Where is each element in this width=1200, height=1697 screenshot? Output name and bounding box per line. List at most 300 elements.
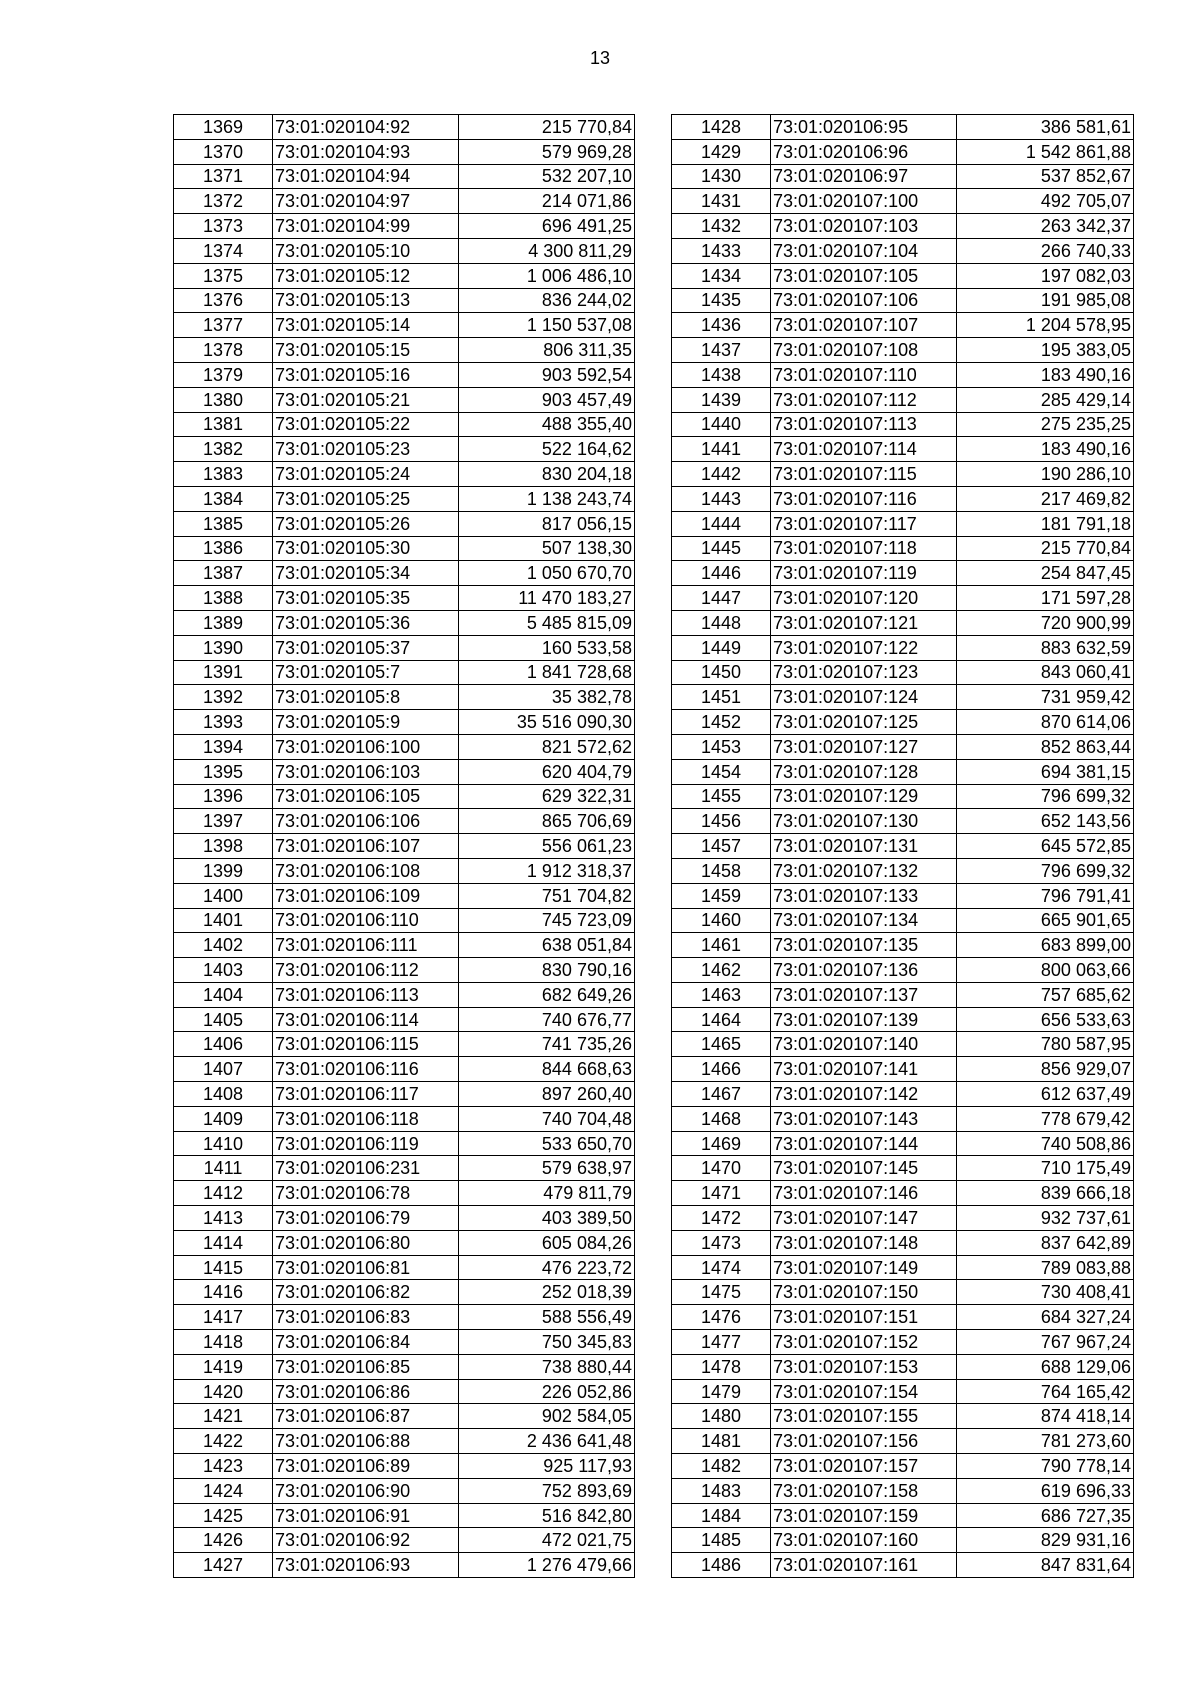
value-cell: 800 063,66 [957, 958, 1134, 983]
table-row [672, 1528, 1134, 1553]
row-number-cell: 1402 [174, 933, 273, 958]
value-cell: 645 572,85 [957, 834, 1134, 859]
table-row [672, 338, 1134, 363]
cadastral-number-cell: 73:01:020107:151 [771, 1305, 957, 1330]
cadastral-number-cell: 73:01:020104:97 [273, 189, 459, 214]
row-number-cell: 1369 [174, 115, 273, 140]
cadastral-number-cell: 73:01:020107:125 [771, 710, 957, 735]
cadastral-number-cell: 73:01:020105:7 [273, 660, 459, 685]
value-cell: 778 679,42 [957, 1106, 1134, 1131]
value-cell: 472 021,75 [459, 1528, 635, 1553]
table-row [672, 462, 1134, 487]
row-number-cell: 1430 [672, 164, 771, 189]
table-row [174, 139, 635, 164]
table-row [672, 982, 1134, 1007]
table-row [672, 1454, 1134, 1479]
cadastral-number-cell: 73:01:020107:149 [771, 1255, 957, 1280]
cadastral-number-cell: 73:01:020107:105 [771, 263, 957, 288]
row-number-cell: 1481 [672, 1429, 771, 1454]
row-number-cell: 1469 [672, 1131, 771, 1156]
row-number-cell: 1412 [174, 1181, 273, 1206]
table-row [672, 1106, 1134, 1131]
value-cell: 790 778,14 [957, 1454, 1134, 1479]
value-cell: 839 666,18 [957, 1181, 1134, 1206]
cadastral-number-cell: 73:01:020107:133 [771, 883, 957, 908]
cadastral-number-cell: 73:01:020107:147 [771, 1206, 957, 1231]
table-row [174, 164, 635, 189]
cadastral-number-cell: 73:01:020107:134 [771, 908, 957, 933]
row-number-cell: 1399 [174, 858, 273, 883]
cadastral-number-cell: 73:01:020106:116 [273, 1057, 459, 1082]
value-cell: 252 018,39 [459, 1280, 635, 1305]
cadastral-number-cell: 73:01:020105:26 [273, 511, 459, 536]
table-row [672, 1280, 1134, 1305]
value-cell: 1 006 486,10 [459, 263, 635, 288]
table-row [174, 1032, 635, 1057]
cadastral-number-cell: 73:01:020107:145 [771, 1156, 957, 1181]
row-number-cell: 1425 [174, 1503, 273, 1528]
cadastral-number-cell: 73:01:020106:109 [273, 883, 459, 908]
value-cell: 2 436 641,48 [459, 1429, 635, 1454]
table-row [174, 214, 635, 239]
value-cell: 556 061,23 [459, 834, 635, 859]
row-number-cell: 1473 [672, 1230, 771, 1255]
row-number-cell: 1376 [174, 288, 273, 313]
table-row [672, 1404, 1134, 1429]
cadastral-number-cell: 73:01:020106:92 [273, 1528, 459, 1553]
cadastral-number-cell: 73:01:020107:121 [771, 610, 957, 635]
table-row [174, 1404, 635, 1429]
table-row [672, 486, 1134, 511]
cadastral-number-cell: 73:01:020107:157 [771, 1454, 957, 1479]
row-number-cell: 1463 [672, 982, 771, 1007]
row-number-cell: 1450 [672, 660, 771, 685]
row-number-cell: 1377 [174, 313, 273, 338]
cadastral-number-cell: 73:01:020106:231 [273, 1156, 459, 1181]
cadastral-number-cell: 73:01:020106:81 [273, 1255, 459, 1280]
row-number-cell: 1458 [672, 858, 771, 883]
table-row [174, 338, 635, 363]
table-row [672, 511, 1134, 536]
table-row [672, 288, 1134, 313]
cadastral-number-cell: 73:01:020107:150 [771, 1280, 957, 1305]
cadastral-number-cell: 73:01:020105:36 [273, 610, 459, 635]
cadastral-number-cell: 73:01:020105:22 [273, 412, 459, 437]
table-row [174, 115, 635, 140]
table-row [174, 1330, 635, 1355]
table-row [672, 635, 1134, 660]
value-cell: 522 164,62 [459, 437, 635, 462]
cadastral-number-cell: 73:01:020107:114 [771, 437, 957, 462]
table-row [174, 734, 635, 759]
table-row [672, 883, 1134, 908]
value-cell: 285 429,14 [957, 387, 1134, 412]
row-number-cell: 1479 [672, 1379, 771, 1404]
value-cell: 757 685,62 [957, 982, 1134, 1007]
cadastral-number-cell: 73:01:020105:10 [273, 238, 459, 263]
cadastral-number-cell: 73:01:020107:110 [771, 362, 957, 387]
cadastral-number-cell: 73:01:020107:142 [771, 1082, 957, 1107]
value-cell: 764 165,42 [957, 1379, 1134, 1404]
value-cell: 830 204,18 [459, 462, 635, 487]
table-row [174, 387, 635, 412]
cadastral-number-cell: 73:01:020107:136 [771, 958, 957, 983]
table-row [174, 1156, 635, 1181]
value-cell: 767 967,24 [957, 1330, 1134, 1355]
table-row [174, 462, 635, 487]
cadastral-number-cell: 73:01:020105:34 [273, 561, 459, 586]
value-cell: 1 204 578,95 [957, 313, 1134, 338]
table-row [174, 1082, 635, 1107]
cadastral-number-cell: 73:01:020106:84 [273, 1330, 459, 1355]
row-number-cell: 1441 [672, 437, 771, 462]
value-cell: 403 389,50 [459, 1206, 635, 1231]
cadastral-number-cell: 73:01:020106:117 [273, 1082, 459, 1107]
row-number-cell: 1387 [174, 561, 273, 586]
row-number-cell: 1439 [672, 387, 771, 412]
value-cell: 476 223,72 [459, 1255, 635, 1280]
value-cell: 656 533,63 [957, 1007, 1134, 1032]
cadastral-number-cell: 73:01:020106:119 [273, 1131, 459, 1156]
row-number-cell: 1392 [174, 685, 273, 710]
cadastral-number-cell: 73:01:020107:103 [771, 214, 957, 239]
value-cell: 181 791,18 [957, 511, 1134, 536]
table-row [672, 610, 1134, 635]
row-number-cell: 1391 [174, 660, 273, 685]
left-table [173, 114, 635, 1578]
table-row [174, 685, 635, 710]
row-number-cell: 1472 [672, 1206, 771, 1231]
value-cell: 1 841 728,68 [459, 660, 635, 685]
row-number-cell: 1420 [174, 1379, 273, 1404]
cadastral-number-cell: 73:01:020107:115 [771, 462, 957, 487]
table-row [174, 883, 635, 908]
row-number-cell: 1475 [672, 1280, 771, 1305]
table-row [672, 734, 1134, 759]
table-row [672, 1057, 1134, 1082]
value-cell: 684 327,24 [957, 1305, 1134, 1330]
cadastral-number-cell: 73:01:020105:30 [273, 536, 459, 561]
value-cell: 903 592,54 [459, 362, 635, 387]
row-number-cell: 1382 [174, 437, 273, 462]
row-number-cell: 1398 [174, 834, 273, 859]
row-number-cell: 1424 [174, 1478, 273, 1503]
cadastral-number-cell: 73:01:020106:100 [273, 734, 459, 759]
row-number-cell: 1386 [174, 536, 273, 561]
cadastral-number-cell: 73:01:020104:94 [273, 164, 459, 189]
value-cell: 1 542 861,88 [957, 139, 1134, 164]
cadastral-number-cell: 73:01:020106:91 [273, 1503, 459, 1528]
cadastral-number-cell: 73:01:020106:110 [273, 908, 459, 933]
row-number-cell: 1405 [174, 1007, 273, 1032]
table-row [672, 834, 1134, 859]
cadastral-number-cell: 73:01:020107:160 [771, 1528, 957, 1553]
cadastral-number-cell: 73:01:020106:93 [273, 1553, 459, 1578]
table-row [672, 561, 1134, 586]
value-cell: 821 572,62 [459, 734, 635, 759]
table-row [672, 313, 1134, 338]
row-number-cell: 1446 [672, 561, 771, 586]
cadastral-number-cell: 73:01:020106:96 [771, 139, 957, 164]
cadastral-number-cell: 73:01:020105:24 [273, 462, 459, 487]
row-number-cell: 1388 [174, 586, 273, 611]
cadastral-number-cell: 73:01:020107:143 [771, 1106, 957, 1131]
table-row [174, 635, 635, 660]
table-row [174, 511, 635, 536]
table-row [672, 263, 1134, 288]
table-row [174, 1305, 635, 1330]
table-row [672, 933, 1134, 958]
value-cell: 696 491,25 [459, 214, 635, 239]
value-cell: 694 381,15 [957, 759, 1134, 784]
value-cell: 215 770,84 [459, 115, 635, 140]
table-row [672, 238, 1134, 263]
row-number-cell: 1442 [672, 462, 771, 487]
cadastral-number-cell: 73:01:020107:118 [771, 536, 957, 561]
table-row [672, 412, 1134, 437]
table-row [174, 858, 635, 883]
table-row [672, 784, 1134, 809]
table-row [672, 1503, 1134, 1528]
cadastral-number-cell: 73:01:020107:124 [771, 685, 957, 710]
table-row [174, 263, 635, 288]
cadastral-number-cell: 73:01:020106:82 [273, 1280, 459, 1305]
table-row [672, 1082, 1134, 1107]
cadastral-number-cell: 73:01:020106:85 [273, 1354, 459, 1379]
row-number-cell: 1464 [672, 1007, 771, 1032]
row-number-cell: 1427 [174, 1553, 273, 1578]
table-row [174, 561, 635, 586]
cadastral-number-cell: 73:01:020104:99 [273, 214, 459, 239]
cadastral-number-cell: 73:01:020107:148 [771, 1230, 957, 1255]
row-number-cell: 1389 [174, 610, 273, 635]
row-number-cell: 1470 [672, 1156, 771, 1181]
cadastral-number-cell: 73:01:020107:140 [771, 1032, 957, 1057]
row-number-cell: 1375 [174, 263, 273, 288]
value-cell: 925 117,93 [459, 1454, 635, 1479]
table-row [174, 958, 635, 983]
value-cell: 720 900,99 [957, 610, 1134, 635]
table-row [174, 759, 635, 784]
row-number-cell: 1455 [672, 784, 771, 809]
value-cell: 796 791,41 [957, 883, 1134, 908]
row-number-cell: 1416 [174, 1280, 273, 1305]
page-number: 13 [589, 48, 611, 68]
table-row [174, 908, 635, 933]
cadastral-number-cell: 73:01:020107:146 [771, 1181, 957, 1206]
table-row [174, 834, 635, 859]
cadastral-number-cell: 73:01:020107:158 [771, 1478, 957, 1503]
cadastral-number-cell: 73:01:020105:9 [273, 710, 459, 735]
value-cell: 843 060,41 [957, 660, 1134, 685]
cadastral-number-cell: 73:01:020106:88 [273, 1429, 459, 1454]
cadastral-number-cell: 73:01:020107:112 [771, 387, 957, 412]
value-cell: 488 355,40 [459, 412, 635, 437]
table-row [174, 586, 635, 611]
value-cell: 1 912 318,37 [459, 858, 635, 883]
cadastral-number-cell: 73:01:020106:115 [273, 1032, 459, 1057]
row-number-cell: 1449 [672, 635, 771, 660]
row-number-cell: 1447 [672, 586, 771, 611]
cadastral-number-cell: 73:01:020105:14 [273, 313, 459, 338]
table-row [672, 958, 1134, 983]
row-number-cell: 1407 [174, 1057, 273, 1082]
value-cell: 35 516 090,30 [459, 710, 635, 735]
table-row [174, 660, 635, 685]
table-row [174, 238, 635, 263]
value-cell: 830 790,16 [459, 958, 635, 983]
table-row [672, 759, 1134, 784]
table-row [672, 1553, 1134, 1578]
value-cell: 479 811,79 [459, 1181, 635, 1206]
value-cell: 183 490,16 [957, 437, 1134, 462]
row-number-cell: 1395 [174, 759, 273, 784]
value-cell: 683 899,00 [957, 933, 1134, 958]
cadastral-number-cell: 73:01:020104:93 [273, 139, 459, 164]
row-number-cell: 1393 [174, 710, 273, 735]
row-number-cell: 1397 [174, 809, 273, 834]
row-number-cell: 1422 [174, 1429, 273, 1454]
value-cell: 781 273,60 [957, 1429, 1134, 1454]
value-cell: 160 533,58 [459, 635, 635, 660]
cadastral-number-cell: 73:01:020107:119 [771, 561, 957, 586]
cadastral-number-cell: 73:01:020107:159 [771, 1503, 957, 1528]
value-cell: 751 704,82 [459, 883, 635, 908]
value-cell: 745 723,09 [459, 908, 635, 933]
cadastral-number-cell: 73:01:020107:104 [771, 238, 957, 263]
value-cell: 254 847,45 [957, 561, 1134, 586]
cadastral-number-cell: 73:01:020105:16 [273, 362, 459, 387]
value-cell: 847 831,64 [957, 1553, 1134, 1578]
row-number-cell: 1474 [672, 1255, 771, 1280]
table-row [174, 933, 635, 958]
row-number-cell: 1457 [672, 834, 771, 859]
table-row [174, 189, 635, 214]
value-cell: 932 737,61 [957, 1206, 1134, 1231]
value-cell: 588 556,49 [459, 1305, 635, 1330]
row-number-cell: 1478 [672, 1354, 771, 1379]
cadastral-number-cell: 73:01:020107:122 [771, 635, 957, 660]
row-number-cell: 1426 [174, 1528, 273, 1553]
table-row [174, 1528, 635, 1553]
left-table-body [174, 115, 635, 1578]
row-number-cell: 1408 [174, 1082, 273, 1107]
value-cell: 865 706,69 [459, 809, 635, 834]
value-cell: 190 286,10 [957, 462, 1134, 487]
value-cell: 605 084,26 [459, 1230, 635, 1255]
table-row [672, 1206, 1134, 1231]
row-number-cell: 1371 [174, 164, 273, 189]
cadastral-number-cell: 73:01:020106:87 [273, 1404, 459, 1429]
value-cell: 191 985,08 [957, 288, 1134, 313]
table-row [672, 1305, 1134, 1330]
value-cell: 844 668,63 [459, 1057, 635, 1082]
value-cell: 5 485 815,09 [459, 610, 635, 635]
cadastral-number-cell: 73:01:020106:90 [273, 1478, 459, 1503]
cadastral-number-cell: 73:01:020105:15 [273, 338, 459, 363]
row-number-cell: 1374 [174, 238, 273, 263]
table-row [174, 809, 635, 834]
value-cell: 1 276 479,66 [459, 1553, 635, 1578]
row-number-cell: 1434 [672, 263, 771, 288]
value-cell: 740 704,48 [459, 1106, 635, 1131]
table-row [174, 610, 635, 635]
row-number-cell: 1383 [174, 462, 273, 487]
table-row [174, 784, 635, 809]
table-row [672, 139, 1134, 164]
cadastral-number-cell: 73:01:020105:8 [273, 685, 459, 710]
row-number-cell: 1429 [672, 139, 771, 164]
table-row [672, 1255, 1134, 1280]
value-cell: 730 408,41 [957, 1280, 1134, 1305]
value-cell: 806 311,35 [459, 338, 635, 363]
value-cell: 883 632,59 [957, 635, 1134, 660]
table-row [672, 536, 1134, 561]
value-cell: 710 175,49 [957, 1156, 1134, 1181]
cadastral-number-cell: 73:01:020107:107 [771, 313, 957, 338]
table-row [174, 1503, 635, 1528]
row-number-cell: 1433 [672, 238, 771, 263]
value-cell: 532 207,10 [459, 164, 635, 189]
cadastral-number-cell: 73:01:020106:80 [273, 1230, 459, 1255]
cadastral-number-cell: 73:01:020107:117 [771, 511, 957, 536]
row-number-cell: 1423 [174, 1454, 273, 1479]
cadastral-number-cell: 73:01:020107:120 [771, 586, 957, 611]
table-row [672, 809, 1134, 834]
cadastral-number-cell: 73:01:020106:79 [273, 1206, 459, 1231]
value-cell: 275 235,25 [957, 412, 1134, 437]
value-cell: 750 345,83 [459, 1330, 635, 1355]
table-row [672, 115, 1134, 140]
cadastral-number-cell: 73:01:020106:103 [273, 759, 459, 784]
row-number-cell: 1459 [672, 883, 771, 908]
table-row [174, 982, 635, 1007]
value-cell: 492 705,07 [957, 189, 1134, 214]
row-number-cell: 1452 [672, 710, 771, 735]
row-number-cell: 1410 [174, 1131, 273, 1156]
cadastral-number-cell: 73:01:020106:114 [273, 1007, 459, 1032]
row-number-cell: 1471 [672, 1181, 771, 1206]
table-row [174, 710, 635, 735]
table-row [672, 1330, 1134, 1355]
table-row [672, 1181, 1134, 1206]
cadastral-number-cell: 73:01:020106:83 [273, 1305, 459, 1330]
table-row [174, 412, 635, 437]
value-cell: 620 404,79 [459, 759, 635, 784]
row-number-cell: 1462 [672, 958, 771, 983]
cadastral-number-cell: 73:01:020106:95 [771, 115, 957, 140]
cadastral-number-cell: 73:01:020107:137 [771, 982, 957, 1007]
value-cell: 682 649,26 [459, 982, 635, 1007]
cadastral-number-cell: 73:01:020105:25 [273, 486, 459, 511]
row-number-cell: 1432 [672, 214, 771, 239]
cadastral-number-cell: 73:01:020107:106 [771, 288, 957, 313]
cadastral-number-cell: 73:01:020106:113 [273, 982, 459, 1007]
value-cell: 197 082,03 [957, 263, 1134, 288]
cadastral-number-cell: 73:01:020107:144 [771, 1131, 957, 1156]
table-row [672, 1478, 1134, 1503]
row-number-cell: 1396 [174, 784, 273, 809]
cadastral-number-cell: 73:01:020106:105 [273, 784, 459, 809]
cadastral-number-cell: 73:01:020107:108 [771, 338, 957, 363]
cadastral-number-cell: 73:01:020106:111 [273, 933, 459, 958]
cadastral-number-cell: 73:01:020106:89 [273, 1454, 459, 1479]
value-cell: 1 138 243,74 [459, 486, 635, 511]
right-table [671, 114, 1134, 1578]
right-table-body [672, 115, 1134, 1578]
value-cell: 902 584,05 [459, 1404, 635, 1429]
row-number-cell: 1483 [672, 1478, 771, 1503]
